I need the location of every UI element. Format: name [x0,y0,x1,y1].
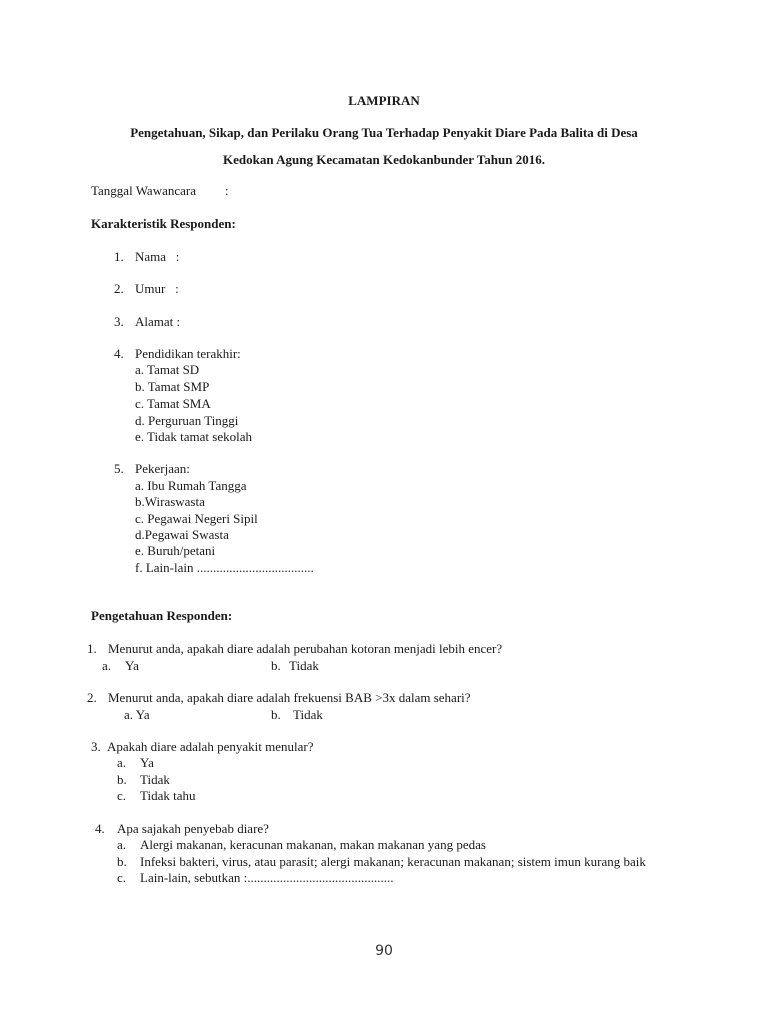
education-option: b. Tamat SMP [135,379,210,394]
answer-option: Alergi makanan, keracunan makanan, makan makanan yang pedas [140,837,486,852]
char-q1-number: 1. [114,249,124,264]
answer-option: Tidak tahu [140,788,196,803]
occupation-option: d.Pegawai Swasta [135,527,229,542]
answer-option: Infeksi bakteri, virus, atau parasit; alergi makanan; keracunan makanan; sistem imun kurang baik [140,854,646,869]
page-heading: LAMPIRAN [348,93,420,108]
answer-option: Lain-lain, sebutkan :............................................. [140,870,394,885]
know-q3-question: Apakah diare adalah penyakit menular? [107,739,314,754]
document-title-line-1: Pengetahuan, Sikap, dan Perilaku Orang Tua Terhadap Penyakit Diare Pada Balita di Desa [130,125,638,140]
char-q2-age-field: Umur : [135,281,179,296]
interview-date-label: Tanggal Wawancara [91,183,196,198]
answer-option: Tidak [289,658,319,673]
char-q1-name-field: Nama : [135,249,180,264]
characteristics-heading: Karakteristik Responden: [91,216,236,231]
know-q4-number: 4. [95,821,105,836]
answer-letter: b. [117,854,127,869]
occupation-option: b.Wiraswasta [135,494,205,509]
char-q5-number: 5. [114,461,124,476]
document-title-line-2: Kedokan Agung Kecamatan Kedokanbunder Tahun 2016. [223,152,545,167]
answer-letter: b. [271,658,281,673]
occupation-option: c. Pegawai Negeri Sipil [135,511,258,526]
answer-letter: b. [271,707,281,722]
know-q2-question: Menurut anda, apakah diare adalah frekuensi BAB >3x dalam sehari? [108,690,471,705]
answer-letter: c. [117,788,127,803]
answer-option: Ya [140,755,154,770]
knowledge-heading: Pengetahuan Responden: [91,608,233,623]
interview-date-colon: : [225,183,229,198]
education-option: e. Tidak tamat sekolah [135,429,252,444]
know-q2-number: 2. [87,690,97,705]
education-option: a. Tamat SD [135,362,200,377]
occupation-option: e. Buruh/petani [135,543,216,558]
char-q4-number: 4. [114,346,124,361]
answer-option: Ya [125,658,139,673]
answer-letter: c. [117,870,127,885]
education-option: c. Tamat SMA [135,396,211,411]
education-option: d. Perguruan Tinggi [135,413,239,428]
char-q4-education-label: Pendidikan terakhir: [135,346,241,361]
char-q3-address-field: Alamat : [135,314,181,329]
answer-option: a. Ya [124,707,150,722]
know-q1-number: 1. [87,641,97,656]
occupation-option: f. Lain-lain .................................... [135,560,314,575]
answer-letter: a. [117,837,127,852]
know-q3-number: 3. [91,739,101,754]
know-q4-question: Apa sajakah penyebab diare? [117,821,269,836]
know-q1-question: Menurut anda, apakah diare adalah perubahan kotoran menjadi lebih encer? [108,641,503,656]
answer-letter: b. [117,772,127,787]
occupation-option: a. Ibu Rumah Tangga [135,478,247,493]
char-q5-occupation-label: Pekerjaan: [135,461,190,476]
char-q3-number: 3. [114,314,124,329]
answer-letter: a. [117,755,127,770]
answer-letter: a. [102,658,112,673]
answer-option: Tidak [140,772,170,787]
page-number: 90 [375,943,393,959]
answer-option: Tidak [293,707,323,722]
char-q2-number: 2. [114,281,124,296]
